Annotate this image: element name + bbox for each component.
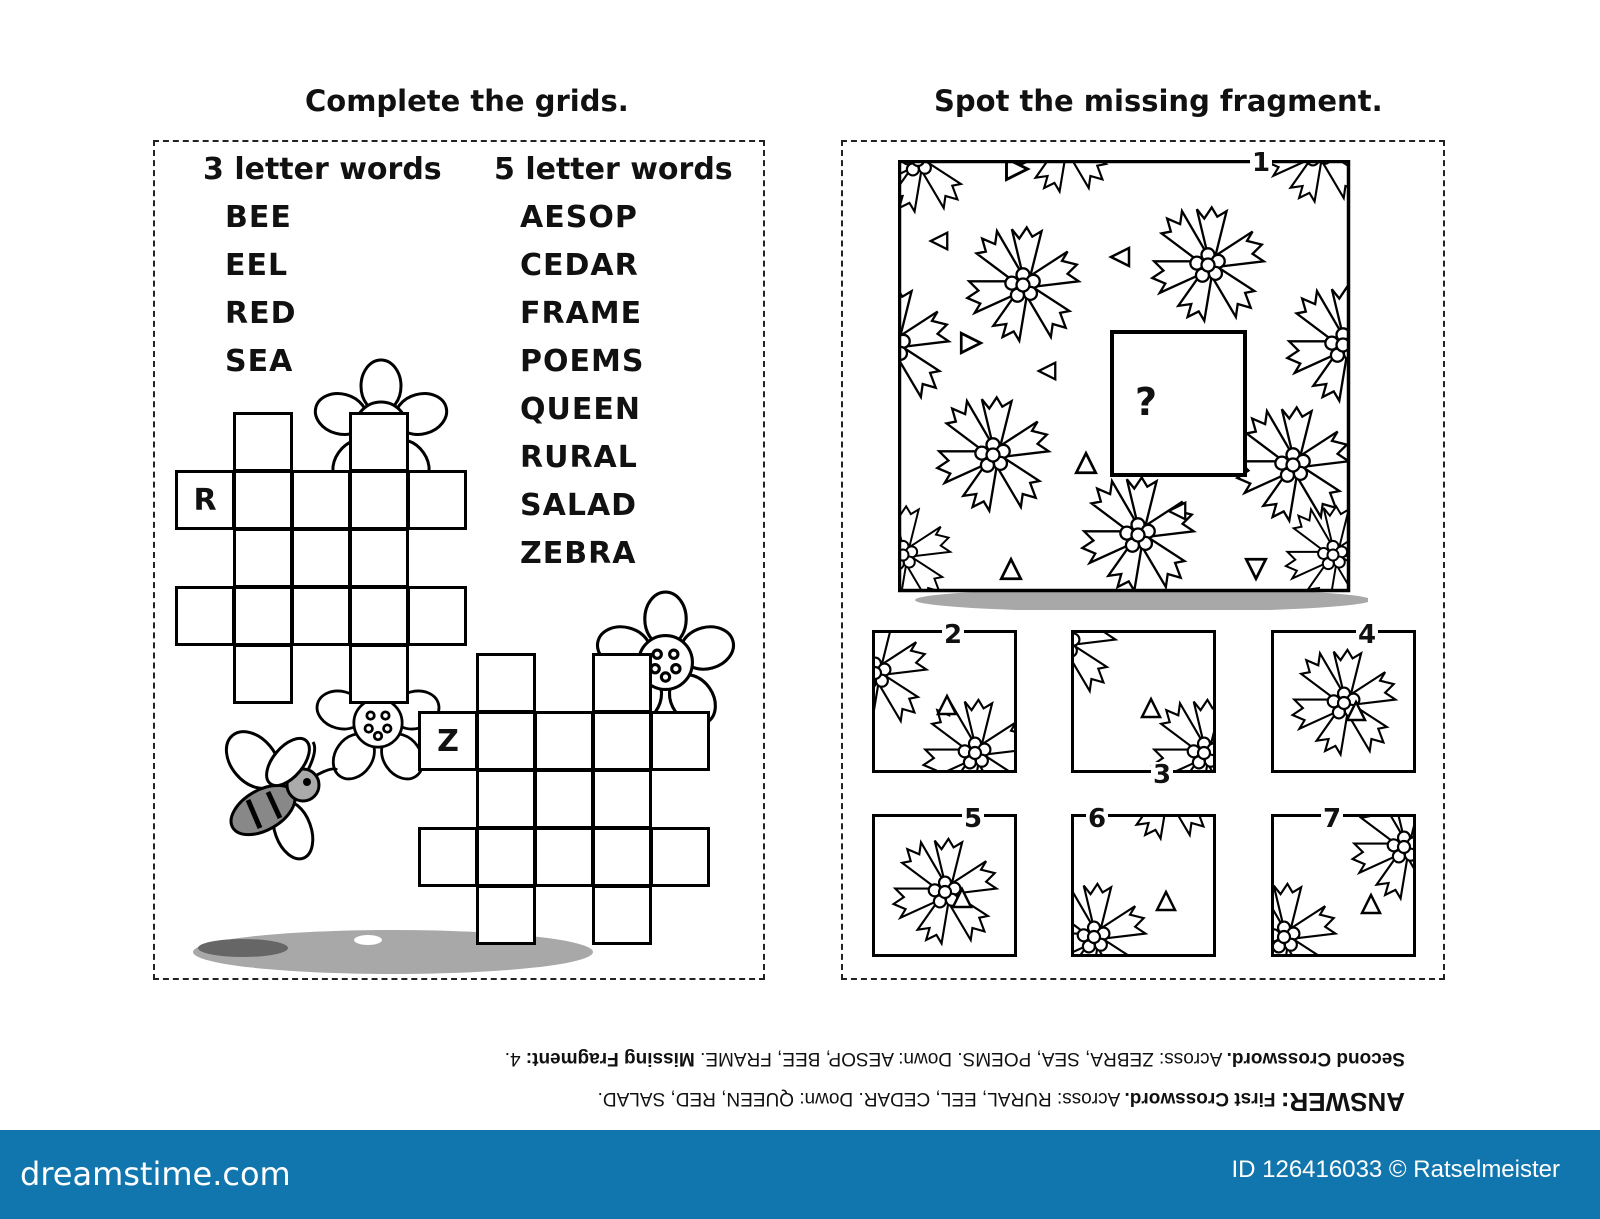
fragment-option[interactable] [1271, 814, 1416, 957]
word-list-item: FRAME [520, 296, 643, 331]
right-panel-title: Spot the missing fragment. [934, 84, 1383, 118]
crossword-cell[interactable] [291, 528, 351, 588]
crossword-cell[interactable] [175, 586, 235, 646]
fragment-label: 6 [1088, 804, 1107, 834]
crossword-cell[interactable]: R [175, 470, 235, 530]
answer-fragment-text: 4. [504, 1048, 526, 1069]
word-list-item: RURAL [520, 440, 638, 475]
answer-second-title: Second Crossword. [1226, 1048, 1405, 1069]
crossword-cell[interactable] [233, 470, 293, 530]
crossword-cell[interactable] [650, 827, 710, 887]
crossword-cell[interactable] [233, 528, 293, 588]
fragment-label: 3 [1153, 760, 1172, 790]
crossword-cell[interactable] [233, 412, 293, 472]
crossword-cell[interactable] [650, 711, 710, 771]
word-list-item: EEL [225, 248, 289, 283]
crossword-cell[interactable] [418, 827, 478, 887]
crossword-cell[interactable] [592, 885, 652, 945]
crossword-cell[interactable] [476, 769, 536, 829]
fragment-label: 4 [1358, 620, 1377, 650]
word-list-item: BEE [225, 200, 292, 235]
fragment-label: 7 [1323, 804, 1342, 834]
crossword-cell[interactable] [349, 470, 409, 530]
fragment-option[interactable] [1071, 630, 1216, 773]
image-credit: ID 126416033 © Ratselmeister [1231, 1156, 1560, 1183]
crossword-cell[interactable] [233, 586, 293, 646]
bee-icon [216, 721, 337, 864]
question-mark: ? [1135, 380, 1158, 424]
fragment-option[interactable] [872, 630, 1017, 773]
word-list-item: ZEBRA [520, 536, 637, 571]
crossword-cell[interactable] [476, 711, 536, 771]
fragment-option[interactable] [872, 814, 1017, 957]
crossword-cell[interactable]: Z [418, 711, 478, 771]
answer-lead: ANSWER: [1280, 1087, 1405, 1117]
fragment-label: 2 [944, 620, 963, 650]
crossword-cell[interactable] [233, 644, 293, 704]
word-list-item: POEMS [520, 344, 645, 379]
answer-first-text: Across: RURAL, EEL, CEDAR. Down: QUEEN, RED, SALAD. [597, 1088, 1125, 1109]
crossword-cell[interactable] [476, 827, 536, 887]
footer-bar [0, 1130, 1600, 1219]
crossword-cell[interactable] [534, 827, 594, 887]
crossword-cell[interactable] [592, 827, 652, 887]
answer-line-1 [300, 1078, 1405, 1122]
crossword-cell[interactable] [407, 586, 467, 646]
crossword-cell[interactable] [349, 528, 409, 588]
crossword-cell[interactable] [534, 769, 594, 829]
word-list-item: SALAD [520, 488, 638, 523]
crossword-cell[interactable] [349, 412, 409, 472]
answer-second-text: Across: ZEBRA, SEA, POEMS. Down: AESOP, BEE, FRAME. [694, 1048, 1227, 1069]
crossword-cell[interactable] [349, 586, 409, 646]
crossword-cell[interactable] [291, 470, 351, 530]
crossword-grid-2 [418, 653, 718, 953]
crossword-cell[interactable] [592, 711, 652, 771]
fragment-label-1: 1 [1252, 148, 1271, 178]
answer-key [300, 1038, 1405, 1122]
dreamstime-logo[interactable]: dreamstime.com [20, 1155, 291, 1193]
missing-fragment-box [1112, 332, 1245, 475]
crossword-cell[interactable] [592, 653, 652, 713]
word-list-item: CEDAR [520, 248, 639, 283]
left-panel-title: Complete the grids. [305, 84, 629, 118]
word-list-item: SEA [225, 344, 294, 379]
main-pattern [898, 160, 1368, 610]
crossword-cell[interactable] [349, 644, 409, 704]
answer-line-2 [300, 1038, 1405, 1078]
five-letter-header: 5 letter words [494, 152, 733, 187]
fragment-label: 5 [964, 804, 983, 834]
word-list-item: AESOP [520, 200, 638, 235]
crossword-cell[interactable] [592, 769, 652, 829]
word-list-item: RED [225, 296, 297, 331]
fragment-option[interactable] [1071, 814, 1216, 957]
crossword-cell[interactable] [476, 653, 536, 713]
answer-first-title: First Crossword. [1124, 1088, 1276, 1109]
fragment-option[interactable] [1271, 630, 1416, 773]
crossword-cell[interactable] [407, 470, 467, 530]
word-list-item: QUEEN [520, 392, 641, 427]
three-letter-header: 3 letter words [203, 152, 442, 187]
answer-fragment-title: Missing Fragment: [525, 1048, 695, 1069]
crossword-cell[interactable] [291, 586, 351, 646]
crossword-cell[interactable] [534, 711, 594, 771]
crossword-cell[interactable] [476, 885, 536, 945]
